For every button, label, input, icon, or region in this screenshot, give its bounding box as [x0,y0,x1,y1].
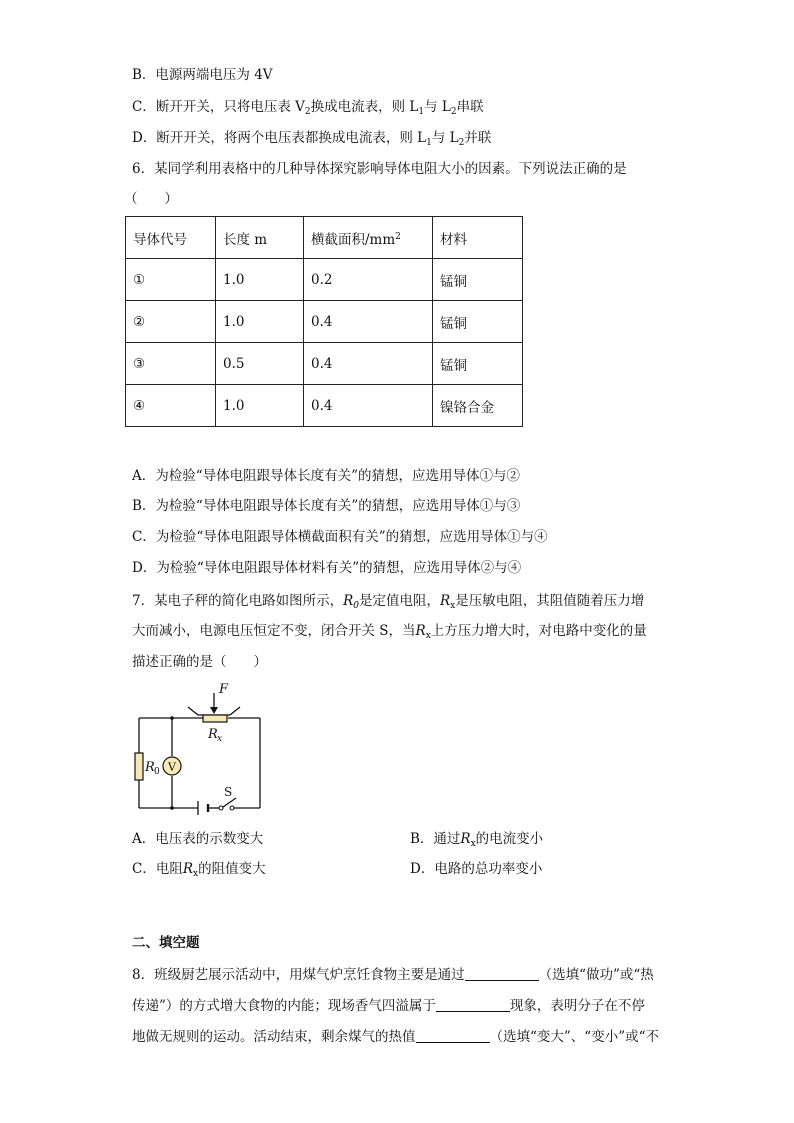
section-title: 二、填空题 [132,935,200,951]
table-cell: 0.4 [304,385,433,427]
q7-stem-line1: 7．某电子秤的简化电路如图所示，$R_0$是定值电阻，$R_x$是压敏电阻，其阻值随着压力增 [132,593,645,611]
table-cell: 镍铬合金 [433,385,523,427]
table-cell: ② [126,301,216,343]
q7-option-c: C．电阻$R_x$的阻值变大 [132,861,266,879]
table-row [126,385,523,427]
q6-option-d: D．为检验“导体电阻跟导体材料有关”的猜想，应选用导体②与④ [132,560,522,576]
table-cell: 1.0 [216,385,304,427]
table-cell: 锰铜 [433,259,523,301]
table-cell: ③ [126,343,216,385]
answer-blank[interactable] [465,966,539,981]
q5-option-d: D．断开开关，将两个电压表都换成电流表，则 $L_1$与 $L_2$并联 [132,130,492,148]
rx-label: R [208,727,218,742]
q7-option-b: B．通过$R_x$的电流变小 [410,831,544,849]
q6-option-a: A．为检验“导体电阻跟导体长度有关”的猜想，应选用导体①与② [132,468,521,484]
table-cell: 1.0 [216,301,304,343]
r0-label-sub: 0 [154,767,160,777]
table-cell: 0.4 [304,343,433,385]
table-row [126,343,523,385]
table-row [126,301,523,343]
conductor-table [125,216,523,427]
table-cell: 1.0 [216,259,304,301]
q5-option-c: C．断开开关，只将电压表 $V_2$换成电流表，则 $L_1$与 $L_2$串联 [132,99,484,117]
table-cell: 锰铜 [433,301,523,343]
answer-blank[interactable] [436,997,510,1012]
q6-answer-paren: （ ） [124,191,178,207]
q6-option-b: B．为检验“导体电阻跟导体长度有关”的猜想，应选用导体①与③ [132,498,521,514]
q6-option-c: C．为检验“导体电阻跟导体横截面积有关”的猜想，应选用导体①与④ [132,529,548,545]
force-label: F [219,682,229,697]
table-header-cell: 导体代号 [126,217,216,259]
table-cell: 0.5 [216,343,304,385]
q5-option-b: B．电源两端电压为 4V [132,67,273,83]
switch-label: S [224,785,233,799]
q7-option-d: D．电路的总功率变小 [410,861,543,877]
voltmeter-label: V [168,760,176,774]
q7-option-a: A．电压表的示数变大 [132,831,264,847]
rx-label-sub: x [217,734,223,744]
circuit-diagram [128,680,268,815]
answer-blank[interactable] [416,1028,490,1043]
table-header-cell: 长度 m [216,217,304,259]
q7-stem-line2: 大而减小，电源电压恒定不变，闭合开关 S，当$R_x$上方压力增大时，对电路中变化的量 [132,623,647,641]
q8-line1: 8．班级厨艺展示活动中，用煤气炉烹饪食物主要是通过 （选填“做功”或“热 [132,967,654,983]
table-header-cell: 材料 [433,217,523,259]
r0-label: R [145,760,155,775]
q6-stem: 6．某同学利用表格中的几种导体探究影响导体电阻大小的因素。下列说法正确的是 [132,161,627,177]
table-header-row [126,217,523,259]
table-cell: ① [126,259,216,301]
table-cell: 0.2 [304,259,433,301]
table-cell: 锰铜 [433,343,523,385]
q8-line3: 地做无规则的运动。活动结束，剩余煤气的热值 （选填“变大”、“变小”或“不 [132,1029,660,1045]
table-cell: 0.4 [304,301,433,343]
table-header-cell: 横截面积$/mm^2$ [304,217,433,259]
q7-stem-line3: 描述正确的是（ ） [132,654,267,670]
q8-line2: 传递”）的方式增大食物的内能；现场香气四溢属于 现象，表明分子在不停 [132,998,645,1014]
table-row [126,259,523,301]
table-cell: ④ [126,385,216,427]
